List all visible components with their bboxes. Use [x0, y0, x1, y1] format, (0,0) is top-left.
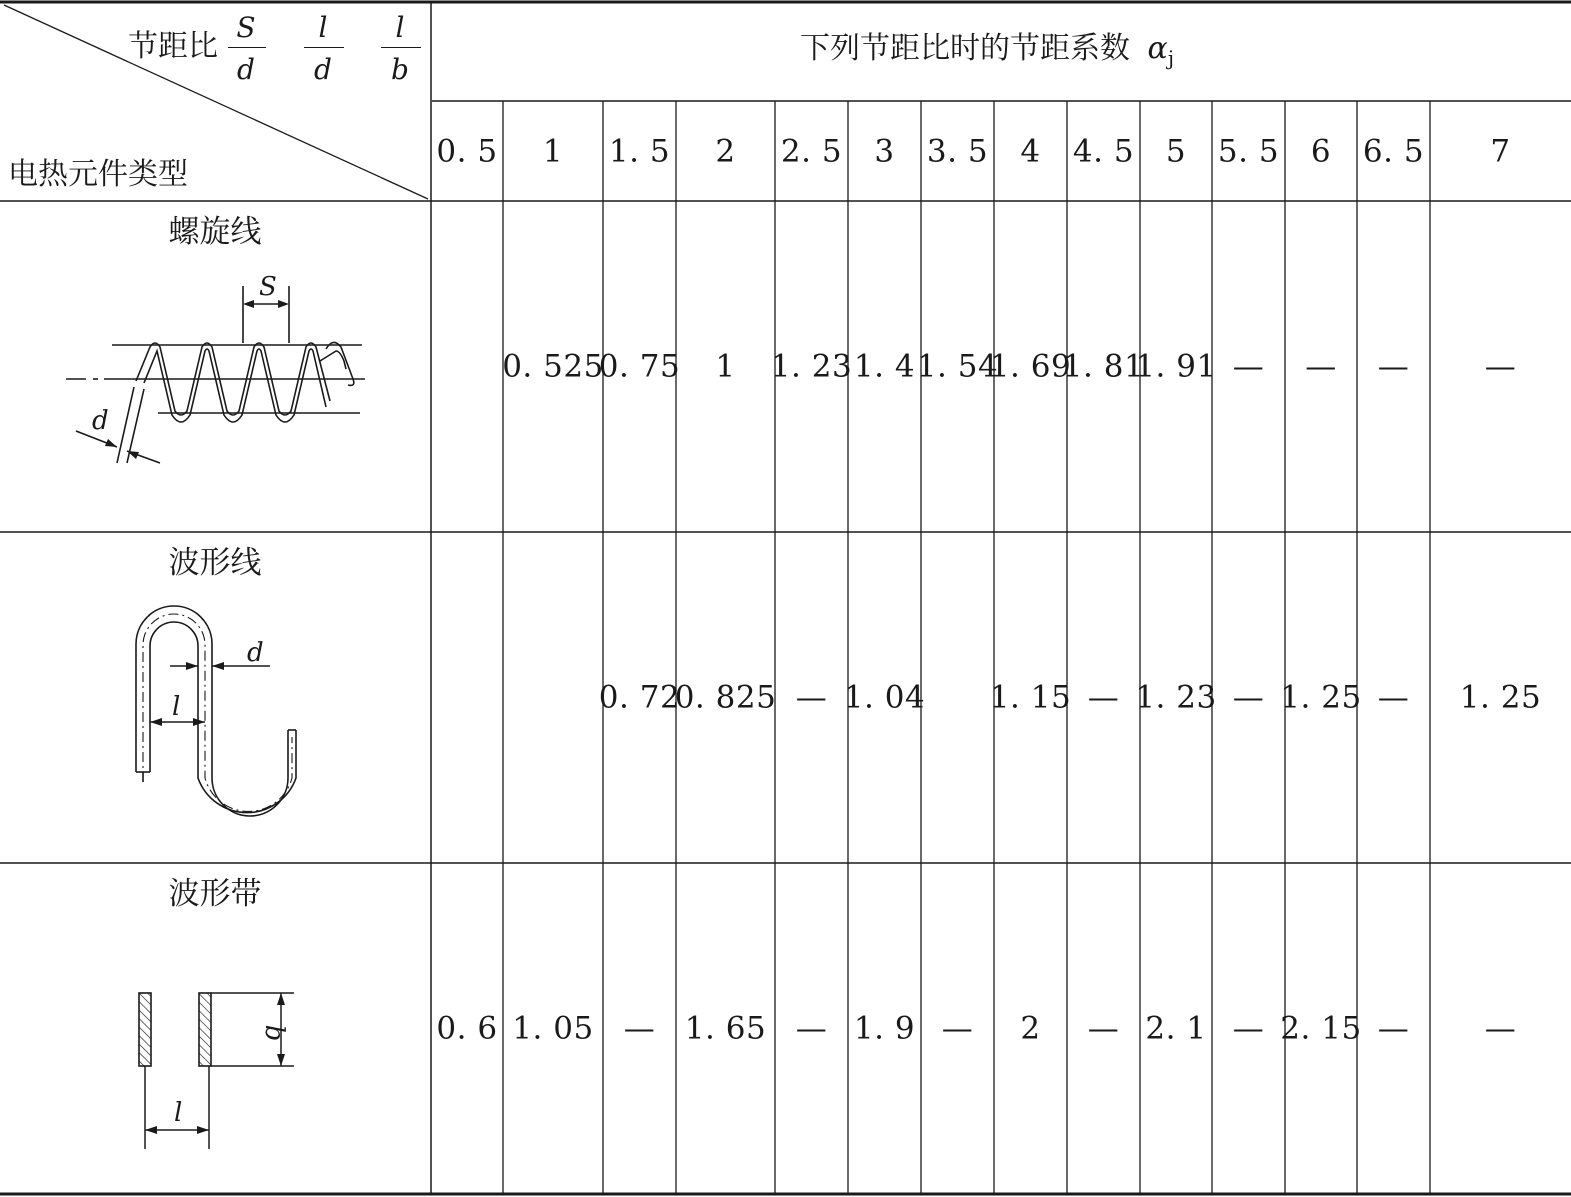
ratio-header-cell: 6 [1310, 133, 1332, 170]
coefficient-cell: 1. 9 [853, 1010, 916, 1047]
wave-wire-diagram [0, 532, 431, 863]
ratio-header-cell: 2 [715, 133, 736, 170]
coefficient-cell: — [1232, 348, 1265, 385]
wave-strip-diagram [0, 863, 431, 1194]
ratio-header-cell: 4 [1020, 133, 1041, 170]
fraction-bar [228, 47, 266, 48]
coefficient-cell: 1. 69 [989, 348, 1072, 385]
ratio-header-cell: 3. 5 [926, 133, 989, 170]
ratio-header-cell: 2. 5 [780, 133, 843, 170]
coefficient-cell: — [941, 1010, 974, 1047]
coefficient-cell: — [1232, 1010, 1265, 1047]
coefficient-cell: — [1377, 1010, 1410, 1047]
fraction-numerator: l [395, 11, 405, 44]
alpha-symbol: α [1147, 31, 1168, 66]
row-label-wave-strip: 波形带 [168, 876, 262, 912]
ratio-header-cell: 1. 5 [608, 133, 671, 170]
coefficient-cell: 0. 6 [436, 1010, 498, 1047]
helix-coil-diagram [0, 201, 431, 532]
ratio-header-cell: 7 [1490, 133, 1511, 170]
coefficient-cell: 1 [715, 348, 736, 385]
coefficient-cell: 0. 525 [502, 348, 604, 385]
coefficient-cell: — [1087, 1010, 1120, 1047]
ratio-header-cell: 5. 5 [1217, 133, 1280, 170]
coefficient-title [800, 31, 1175, 70]
coefficient-title-text: 下列节距比时的节距系数 [800, 31, 1130, 66]
coefficient-cell: 0. 72 [598, 679, 681, 716]
row-label-wave-wire: 波形线 [168, 545, 262, 581]
pitch-s-label: S [259, 272, 277, 302]
coefficient-cell: — [623, 1010, 656, 1047]
element-type-label: 电热元件类型 [8, 157, 188, 192]
coefficient-cell: 1. 91 [1135, 348, 1217, 385]
fraction-denominator: b [391, 53, 409, 86]
coefficient-cell: 0. 825 [674, 679, 777, 716]
width-b-label: b [259, 1024, 289, 1042]
diameter-d-label: d [247, 638, 264, 668]
fraction-bar [304, 47, 344, 48]
ratio-header-cell: 6. 5 [1362, 133, 1425, 170]
coefficient-cell: 2. 1 [1145, 1010, 1207, 1047]
coefficient-cell: 2 [1020, 1010, 1041, 1047]
coefficient-cell: — [1377, 679, 1410, 716]
ratio-header-cell: 5 [1165, 133, 1187, 170]
coefficient-cell: 1. 05 [512, 1010, 594, 1047]
coefficient-cell: 1. 23 [770, 348, 853, 385]
coefficient-cell: — [1305, 348, 1337, 385]
coefficient-cell: 1. 81 [1062, 348, 1145, 385]
coefficient-cell: 1. 54 [916, 348, 999, 385]
coefficient-cell: — [1232, 679, 1265, 716]
fraction-denominator: d [237, 53, 255, 86]
spacing-l-label: l [172, 692, 181, 722]
coefficient-cell: — [795, 1010, 828, 1047]
coefficient-cell: 0. 75 [598, 348, 681, 385]
coefficient-cell: 1. 23 [1135, 679, 1217, 716]
alpha-subscript: j [1167, 46, 1175, 70]
diameter-d-label: d [92, 406, 109, 436]
ratio-header-cell: 4. 5 [1072, 133, 1135, 170]
coefficient-cell: — [795, 679, 828, 716]
coefficient-cell: 1. 04 [843, 679, 926, 716]
coefficient-cell: 1. 25 [1459, 679, 1542, 716]
coefficient-cell: 1. 65 [684, 1010, 767, 1047]
coefficient-cell: 1. 4 [853, 348, 916, 385]
fraction-numerator: S [236, 11, 256, 44]
ratio-header-cell: 1 [542, 133, 564, 170]
coefficient-cell: — [1484, 1010, 1517, 1047]
pitch-ratio-label: 节距比 [128, 29, 218, 64]
fraction-denominator: d [314, 53, 332, 86]
coefficient-cell: 1. 15 [989, 679, 1072, 716]
ratio-header-cell: 0. 5 [436, 133, 498, 170]
fraction-numerator: l [318, 11, 328, 44]
spacing-l-label: l [174, 1098, 183, 1128]
coefficient-cell: 2. 15 [1280, 1010, 1362, 1047]
coefficient-cell: — [1377, 348, 1410, 385]
row-label-helix: 螺旋线 [168, 214, 262, 250]
coefficient-cell: — [1484, 348, 1517, 385]
coefficient-cell: — [1087, 679, 1120, 716]
fraction-bar [381, 47, 421, 48]
coefficient-cell: 1. 25 [1280, 679, 1362, 716]
ratio-header-cell: 3 [874, 133, 895, 170]
